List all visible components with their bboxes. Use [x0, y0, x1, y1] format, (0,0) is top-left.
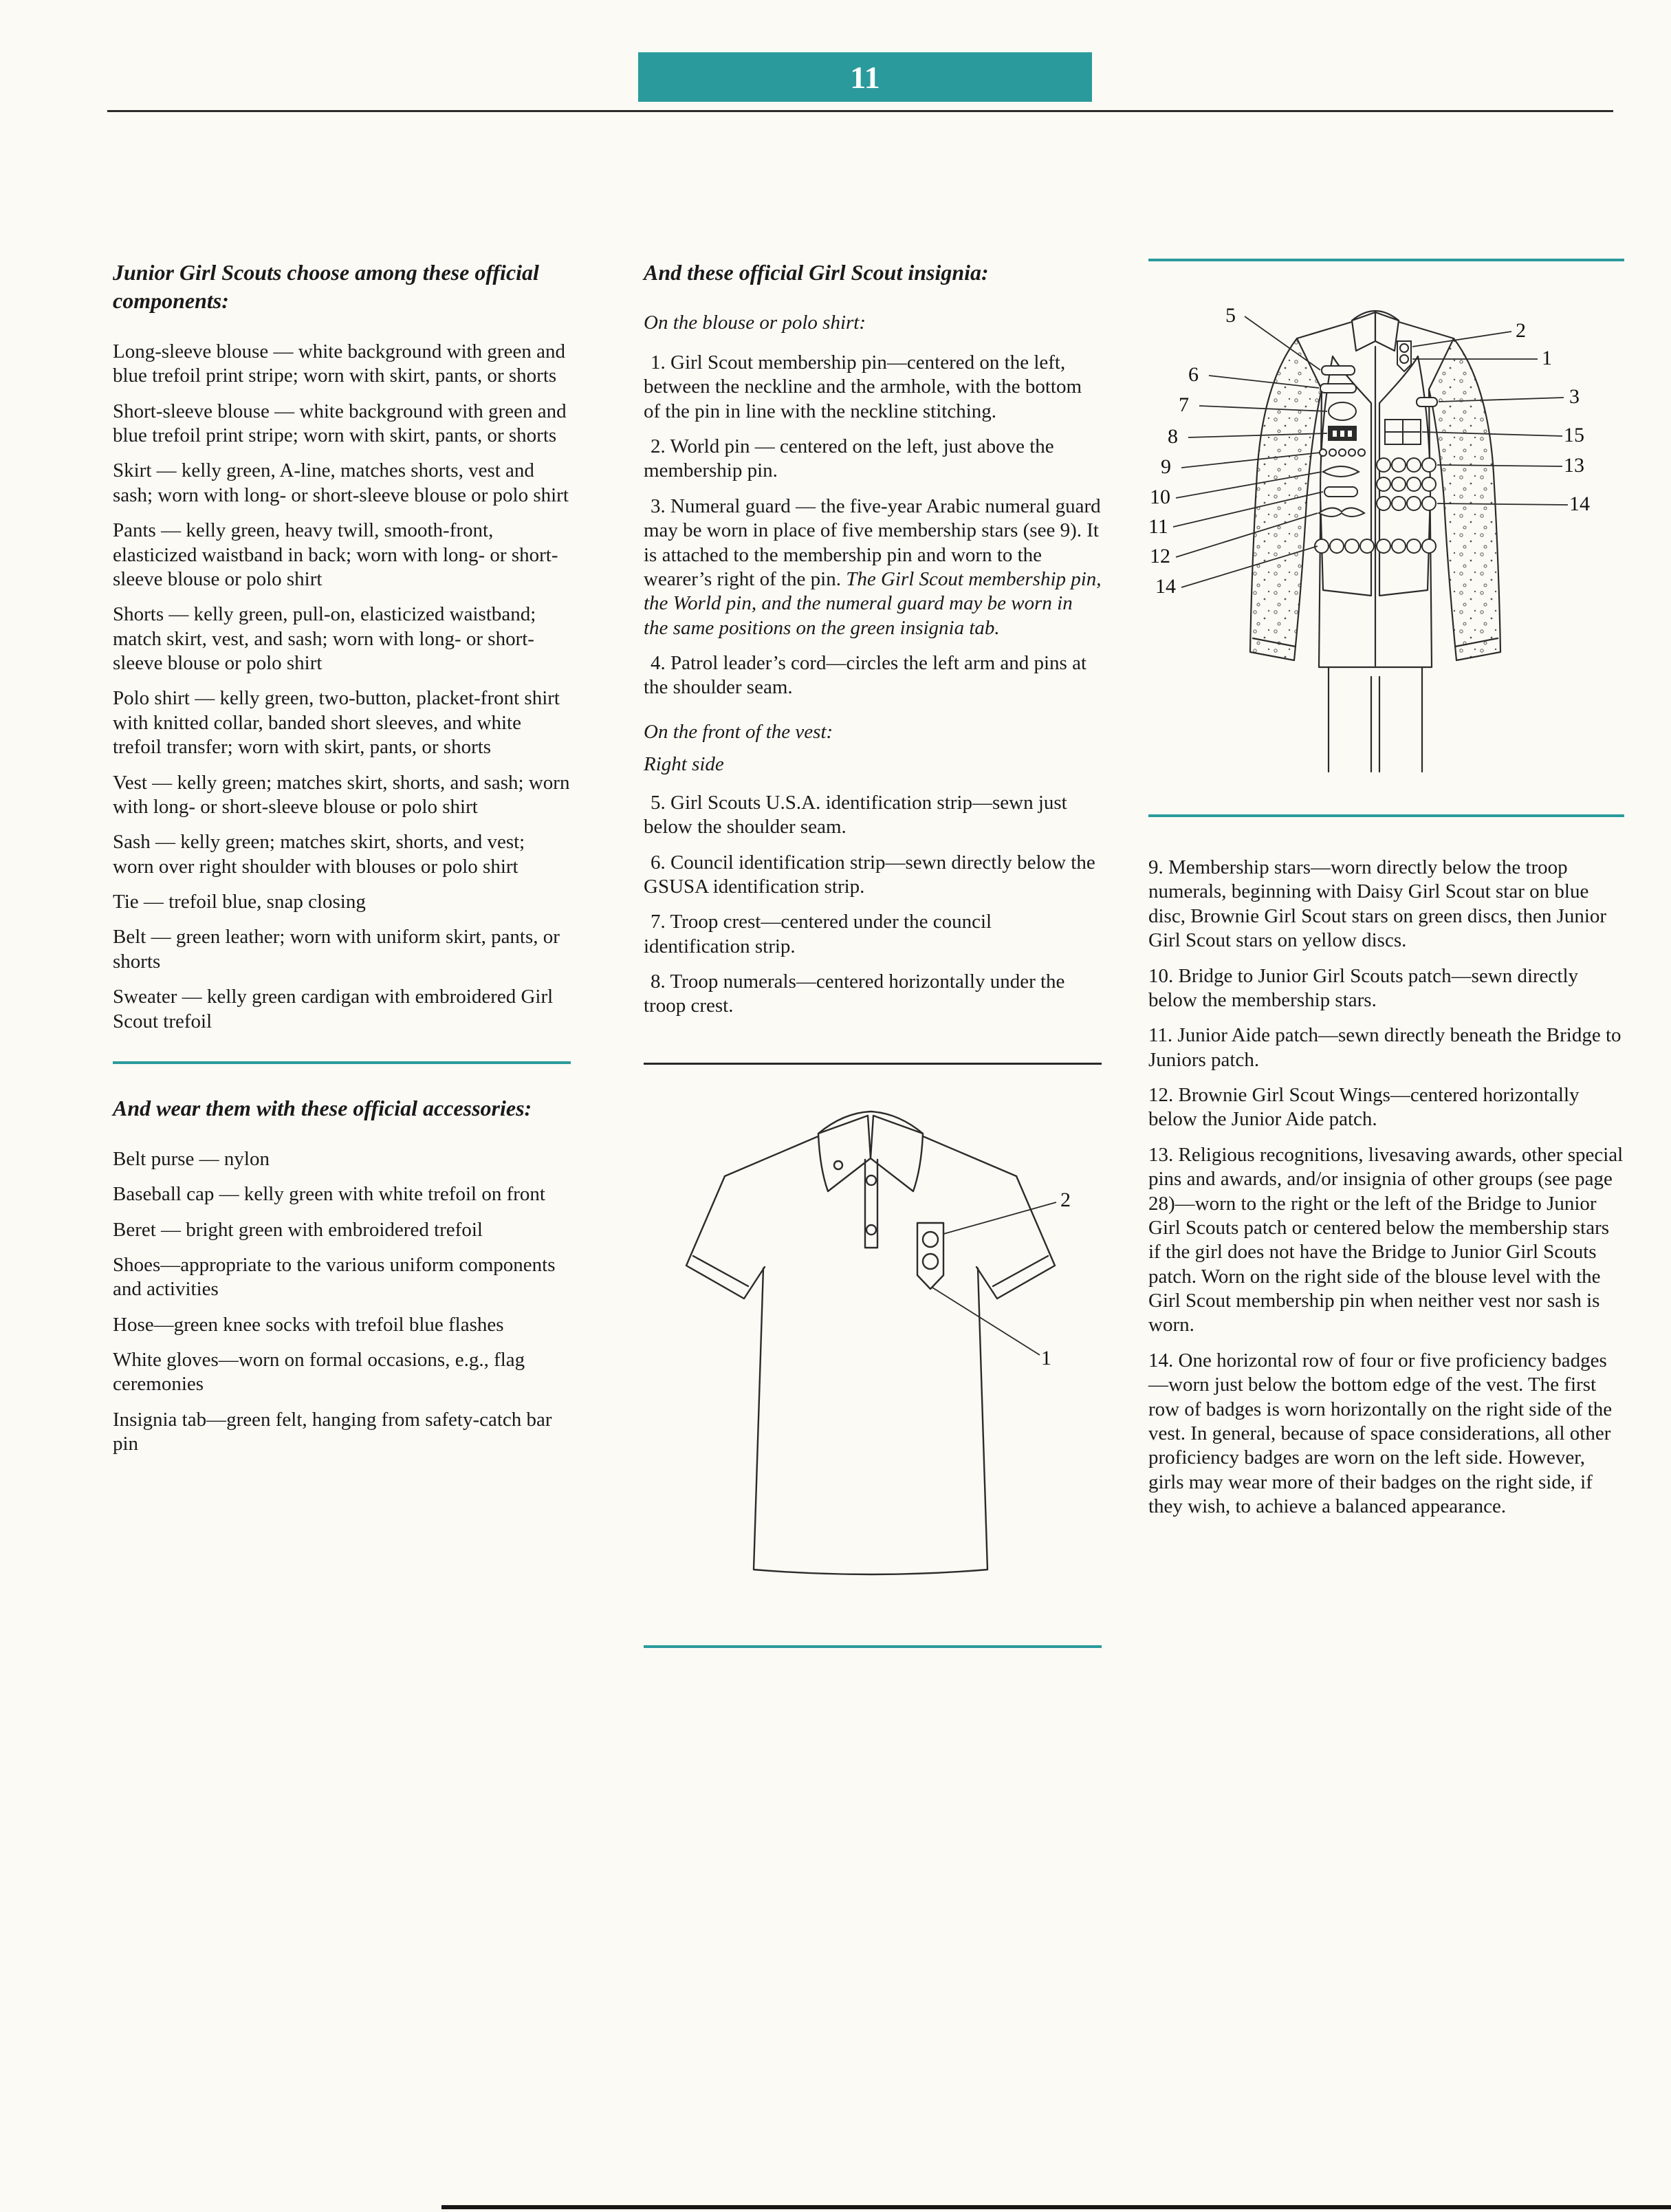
insignia-item-text: 3. Numeral guard — the five-year Arabic numeral guard may be worn in place of five membership stars (see 9). It is attached to the membership pin and worn to the wearer’s right of the pin. [644, 495, 1101, 590]
accessories-heading: And wear them with these official accessories: [113, 1095, 532, 1120]
scan-edge-artifact [441, 2205, 1671, 2209]
uniform-callout-membership-pin: 1 [1542, 347, 1552, 369]
insignia-item-text: 2. World pin — centered on the left, just above the membership pin. [644, 435, 1054, 482]
component-item: Shorts — kelly green, pull-on, elasticized waistband; match skirt, vest, and sash; worn with long- or short-sleeve blouse or polo shirt [113, 603, 536, 675]
placement-item: 12. Brownie Girl Scout Wings—centered horizontally below the Junior Aide patch. [1148, 1084, 1580, 1131]
components-heading: Junior Girl Scouts choose among these official components: [113, 260, 539, 313]
accessory-item: Hose—green knee socks with trefoil blue flashes [113, 1313, 504, 1336]
placement-item: 10. Bridge to Junior Girl Scouts patch—sewn directly below the membership stars. [1148, 964, 1579, 1011]
uniform-callout-recognitions: 13 [1564, 454, 1584, 477]
uniform-callout-troop-numerals: 8 [1168, 425, 1178, 448]
black-rule [644, 1063, 1102, 1065]
blouse-subhead: On the blouse or polo shirt: [644, 311, 866, 334]
uniform-callout-15: 15 [1564, 424, 1584, 446]
insignia-item: 7. Troop crest—centered under the council identification strip. [644, 911, 992, 957]
polo-callout-world-pin: 2 [1060, 1188, 1071, 1211]
insignia-item [644, 495, 1102, 640]
polo-figure [644, 1088, 1102, 1638]
column-vest-placement [1148, 259, 1624, 1530]
component-item: Long-sleeve blouse — white background with green and blue trefoil print stripe; worn with skirt, pants, or shorts [113, 340, 565, 387]
uniform-callout-world-pin: 2 [1516, 319, 1526, 342]
page-number: 11 [850, 59, 880, 95]
insignia-item: 5. Girl Scouts U.S.A. identification strip—sewn just below the shoulder seam. [644, 791, 1067, 838]
uniform-callout-badges-right: 14 [1569, 492, 1590, 515]
accessory-item: Belt purse — nylon [113, 1147, 270, 1170]
insignia-item [644, 351, 1102, 424]
uniform-callout-gsusa-strip: 5 [1225, 304, 1236, 327]
accessory-item: Shoes—appropriate to the various uniform components and activities [113, 1253, 556, 1301]
component-item: Vest — kelly green; matches skirt, shorts, and sash; worn with long- or short-sleeve blouse or polo shirt [113, 771, 570, 818]
uniform-illustration [1148, 281, 1624, 803]
page-number-banner [638, 52, 1092, 102]
column-insignia [644, 259, 1102, 1648]
uniform-callout-badges-left: 14 [1155, 575, 1176, 598]
vest-side-subhead: Right side [644, 752, 724, 775]
component-item: Tie — trefoil blue, snap closing [113, 891, 366, 913]
uniform-callout-council-strip: 6 [1188, 363, 1199, 386]
placement-item: 9. Membership stars—worn directly below the troop numerals, beginning with Daisy Girl Scout star on blue disc, Brownie Girl Scout stars on green discs, then Junior Girl Scout stars on yellow discs. [1148, 856, 1607, 952]
insignia-item [644, 435, 1102, 484]
component-item: Belt — green leather; worn with uniform skirt, pants, or shorts [113, 926, 560, 973]
uniform-callout-wings: 12 [1150, 545, 1170, 567]
teal-divider [113, 1061, 571, 1064]
placement-item: 14. One horizontal row of four or five proficiency badges—worn just below the bottom edge of the vest. The first row of badges is worn horizontally on the right side of the vest. In general, because of space considerations, all other proficiency badges are worn on the left side. However, girls may wear more of their badges on the right side, if they wish, to achieve a balanced appearance. [1148, 1349, 1613, 1517]
teal-divider [1148, 259, 1624, 261]
placement-item: 11. Junior Aide patch—sewn directly beneath the Bridge to Juniors patch. [1148, 1024, 1621, 1071]
component-item: Sweater — kelly green cardigan with embroidered Girl Scout trefoil [113, 986, 554, 1032]
uniform-callout-numeral-guard: 3 [1569, 385, 1580, 408]
insignia-heading: And these official Girl Scout insignia: [644, 260, 989, 285]
uniform-figure [1148, 281, 1624, 803]
accessory-item: Baseball cap — kelly green with white trefoil on front [113, 1183, 545, 1206]
uniform-callout-junior-aide: 11 [1148, 515, 1168, 538]
component-item: Sash — kelly green; matches skirt, shorts, and vest; worn over right shoulder with blouses or polo shirt [113, 831, 525, 878]
polo-shirt-illustration [644, 1088, 1102, 1638]
uniform-callout-bridge-patch: 10 [1150, 486, 1170, 508]
uniform-callout-troop-crest: 7 [1179, 393, 1189, 416]
placement-item: 13. Religious recognitions, livesaving awards, other special pins and awards, and/or insignia of other groups (see page 28)—worn to the right or the left of the Bridge to Junior Girl Scouts patch or centered below the membership stars if the girl does not have the Bridge to Junior Girl Scouts patch. Worn on the right side of the blouse level with the Girl Scout membership pin when neither vest nor sash is worn. [1148, 1143, 1624, 1336]
insignia-item: 8. Troop numerals—centered horizontally under the troop crest. [644, 971, 1065, 1017]
insignia-item-note: The Girl Scout membership pin, the World pin, and the numeral guard may be worn in the same positions on the green insignia tab. [644, 567, 1102, 639]
accessory-item: Insignia tab—green felt, hanging from safety-catch bar pin [113, 1408, 552, 1455]
vest-subhead: On the front of the vest: [644, 720, 833, 743]
insignia-item-text: 4. Patrol leader’s cord—circles the left arm and pins at the shoulder seam. [644, 652, 1087, 699]
teal-divider [644, 1645, 1102, 1648]
component-item: Skirt — kelly green, A-line, matches shorts, vest and sash; worn with long- or short-sleeve blouse or polo shirt [113, 459, 569, 506]
component-item: Polo shirt — kelly green, two-button, placket-front shirt with knitted collar, banded short sleeves, and white trefoil transfer; worn with skirt, pants, or shorts [113, 687, 560, 759]
polo-callout-membership-pin: 1 [1041, 1346, 1051, 1369]
insignia-item [644, 651, 1102, 700]
uniform-callout-membership-stars: 9 [1161, 455, 1171, 478]
accessory-item: Beret — bright green with embroidered trefoil [113, 1218, 483, 1241]
component-item: Short-sleeve blouse — white background with green and blue trefoil print stripe; worn with skirt, pants, or shorts [113, 400, 567, 447]
insignia-item-text: 1. Girl Scout membership pin—centered on the left, between the neckline and the armhole, with the bottom of the pin in line with the neckline stitching. [644, 351, 1082, 422]
accessory-item: White gloves—worn on formal occasions, e.g., flag ceremonies [113, 1349, 525, 1396]
component-item: Pants — kelly green, heavy twill, smooth-front, elasticized waistband in back; worn with long- or short-sleeve blouse or polo shirt [113, 519, 558, 590]
insignia-item: 6. Council identification strip—sewn directly below the GSUSA identification strip. [644, 851, 1095, 898]
column-components [113, 259, 571, 1468]
top-rule [107, 110, 1613, 112]
teal-divider [1148, 814, 1624, 817]
